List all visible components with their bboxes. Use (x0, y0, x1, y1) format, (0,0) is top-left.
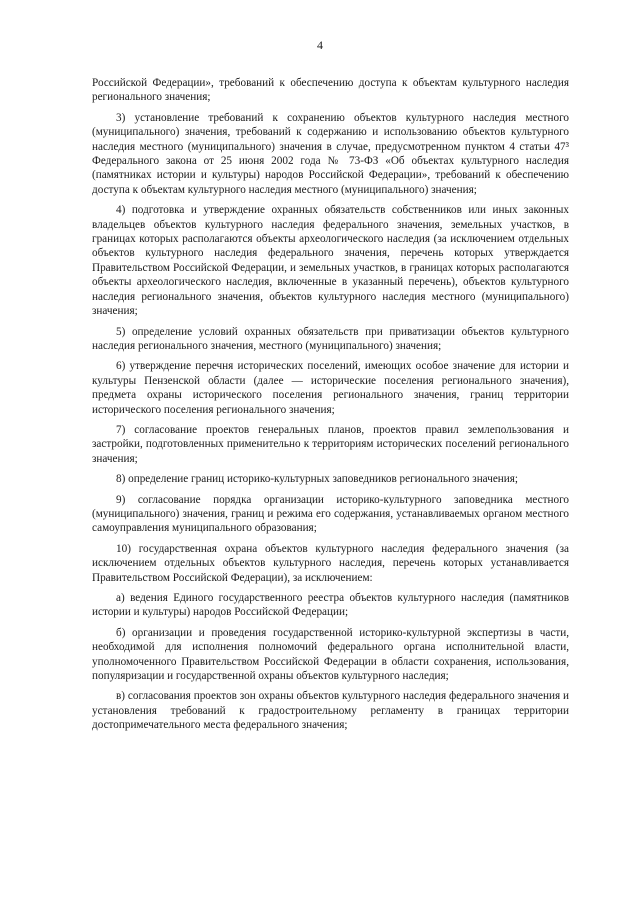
paragraph: 3) установление требований к сохранению объектов культурного наследия местного (муниципального) значения, требований к содержанию и использованию объектов культурного наследия местного (муниципального) значения в случае, предусмотренном пунктом 4 статьи 47³ Федерального закона от 25 июня 2002 года № 73-ФЗ «Об объектах культурного наследия (памятниках истории и культуры) народов Российской Федерации», требований к обеспечению доступа к объектам культурного наследия местного (муниципального) значения; (92, 111, 569, 196)
paragraph: 6) утверждение перечня исторических поселений, имеющих особое значение для истории и культуры Пензенской области (далее — исторические поселения регионального значения), предмета охраны исторического поселения регионального значения, границ территории исторического поселения регионального значения; (92, 360, 569, 416)
paragraph: 4) подготовка и утверждение охранных обязательств собственников или иных законных владельцев объектов культурного наследия федерального значения, земельных участков, в границах которых располагаются объекты археологического наследия (за исключением отдельных объектов культурного наследия федерального значения, перечень которых утверждается Правительством Российской Федерации, и земельных участков, в границах которых располагаются объекты археологического наследия, включенные в указанный перечень), объектов культурного наследия регионального значения, объектов культурного наследия местного (муниципального) значения; (92, 204, 569, 318)
paragraph: 9) согласование порядка организации историко-культурного заповедника местного (муниципального) значения, границ и режима его содержания, устанавливаемых органом местного самоуправления муниципального образования; (92, 493, 569, 535)
paragraph: в) согласования проектов зон охраны объектов культурного наследия федерального значения и установления требований к градостроительному регламенту в границах территории достопримечательного места федерального значения; (92, 690, 569, 732)
paragraph: 8) определение границ историко-культурных заповедников регионального значения; (116, 473, 519, 486)
paragraph: 7) согласование проектов генеральных планов, проектов правил землепользования и застройки, подготовленных применительно к территориям исторических поселений регионального значения; (92, 423, 569, 465)
paragraph: б) организации и проведения государственной историко-культурной экспертизы в части, необходимой для исполнения полномочий федерального органа исполнительной власти, уполномоченного Правительством Российской Федерации в области сохранения, использования, популяризации и государственной охраны объектов культурного наследия; (92, 626, 569, 683)
paragraph: а) ведения Единого государственного реестра объектов культурного наследия (памятников истории и культуры) народов Российской Федерации; (92, 592, 569, 619)
paragraph: Российской Федерации», требований к обеспечению доступа к объектам культурного наследия регионального значения; (92, 77, 569, 104)
page-number: 4 (317, 38, 323, 52)
paragraph: 10) государственная охрана объектов культурного наследия федерального значения (за исключением отдельных объектов культурного наследия, перечень которых устанавливается Правительством Российской Федерации), за исключением: (92, 542, 569, 584)
paragraph: 5) определение условий охранных обязательств при приватизации объектов культурного наследия регионального значения, местного (муниципального) значения; (92, 325, 569, 352)
document-body (92, 76, 569, 739)
